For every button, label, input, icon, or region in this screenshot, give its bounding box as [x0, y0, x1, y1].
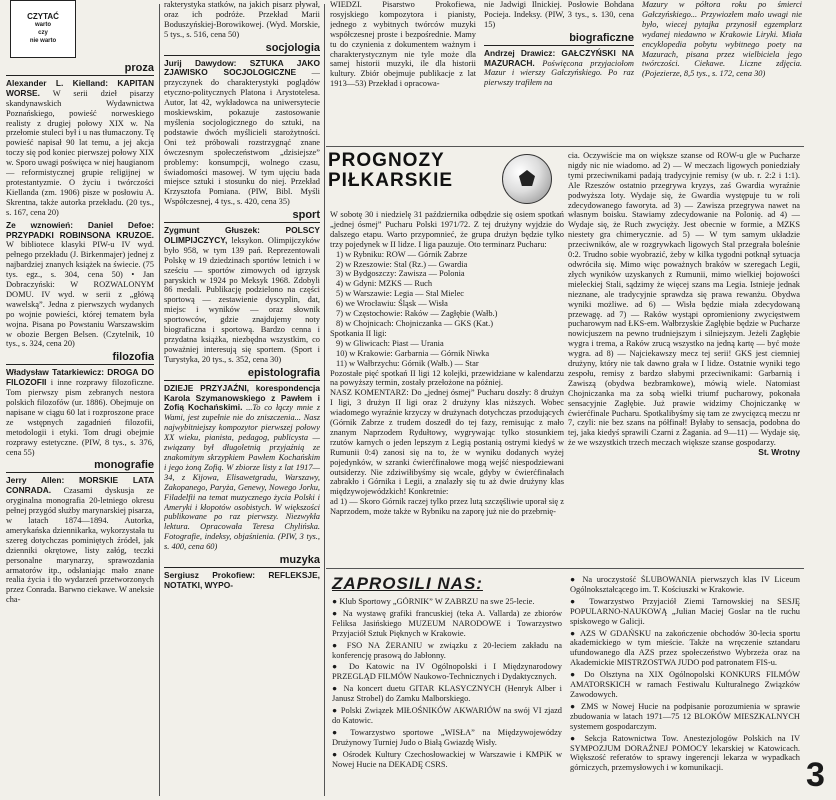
- bullet-icon: ●: [332, 597, 340, 606]
- match-item: 7) w Częstochowie: Raków — Zagłębie (Wałb.): [336, 309, 498, 319]
- column-4-top: [484, 0, 634, 140]
- invitation-item: ● ZMS w Nowej Hucie na podpisanie porozumienia w sprawie zbudowania w latach 1971—75 12 BLOKÓW MIESZKALNYCH systemem gospodarczym.: [570, 700, 800, 731]
- match-item: 2) w Rzeszowie: Stal (Rz.) — Gwardia: [336, 259, 468, 269]
- invitation-item: ● Klub Sportowy „GÓRNIK” W ZABRZU na swe 25-lecie.: [332, 597, 535, 606]
- match-item: 3) w Bydgoszczy: Zawisza — Polonia: [336, 269, 465, 279]
- prognozy-analysis: cia. Oczywiście ma on większe szanse od ROW-u gle w Pucharze nigdy nic nie wiadomo. ad 2) — W meczach ligowych poniedziały tymi przeciwnikami padają tradycyjnie remisy (w ub. r. 2:2 i 1:1). Ale Rzeszów ostatnio przegrywa kryzys, zaś Gwardia wyraźnie podwyższa loty. Wydaje się, że Gwardia występuje tu w roli zdecydowanego faworyta. ad 3) — Zawisza przegrywa nawet na własnym boisku. Stawiamy zdecydowanie na Polonię. ad 4) — Wydaje się, że Ruch zwycięży. Jest obecnie w formie, a MZKS niestety gra chimerycznie. ad 5) — W tym samym układzie przeciwników, ale w rozgrywkach ligowych Stal przegrała boleśnie 0:2. Trudno sobie wyobrazić, żeby w kilka tygodni potknął sytuacja odwróciła się. Mimo więc poważnych braków w szeregach Legii, złych wyników uzyskanych z Rumunii, mimo wielkiej bojowości mieleckiej Stali, sądzimy że więcej szans ma Legia. Istnieje jednak nieznane, ale tradycyjnie sprawdza się prawa rewanżu. Obydwa wyniki możliwe. ad 6) — Wisła będzie miała zdecydowaną przewagę. ad 7) — Raków wystąpi opromieniony zwycięstwem pucharowym nad ŁKS-em. Wałbrzyskie Zagłębie będzie w Pucharze nowicjuszem na pewno trudniejszym i silniejszym. Jeżeli Zagłębie wygra i trema, a Raków zrucą wszystko na jedną kartę — być może wygra. ad 8) — Najciekawszy mecz tej serii! GKS jest ciemniej drużyny, który nie tak dawno grała w I lidze. Ostatnie wyniki tego zespołu, remisy z bardzo słabymi przeciwnikami: Garbarnią i Zawiszą (obydwa bezbramkowe), mówią wiele. Natomiast Chojniczanka ma za sobą wielki triumf pucharowy, pokonała sensacyjnie Zagłębie. Już prawie widzimy Chojniczankę w ćwierćfinale Pucharu. Spotkalibyśmy się tam ze zwycięzcą meczu nr 7, czyli: nie bez szans na półfinał! Byłaby to sensacja, podobna do tej, jaka kiedyś sprawili Czarni z Żagania. ad 9—11) — Wydaje się, że we wszystkich trzech meczach większe szanse gospodarzy.: [568, 151, 800, 448]
- section-divider: [326, 146, 804, 147]
- prognozy-signature: St. Wrotny: [758, 447, 800, 458]
- section-heading-socjologia: socjologia: [164, 44, 320, 56]
- match-item: 6) we Wrocławiu: Śląsk — Wisła: [336, 299, 448, 309]
- review-allen: Jerry Allen: MORSKIE LATA CONRADA. Czasami dyskusja ze oryginalna monografia 20-letniego okresu pełnej przygód służby marynarskiej pisarza, w latach 1874—1894. Autorka, amerykańska dziennikarka, wykorzystała tu szereg dotychczas pominiętych źródeł, jak dzienniki okrętowe, listy załóg, teczki personalne marynarzy, sprawozdania armatorów itp., odsłaniając mało znane realia życia i tło wydarzeń przetworzonych przez Conrada. Barwno ciekawe. W aneksie cha-: [6, 475, 154, 605]
- bullet-icon: ●: [570, 700, 581, 711]
- bullet-icon: ●: [332, 748, 343, 759]
- review-allen-cont: rakterystyka statków, na jakich pisarz pływał, oraz ich podróże. Przekład Marii Boduszyńskiej-Borowikowej. (Wyd. Morskie, 5 tys., s. 516, cena 50): [164, 0, 320, 39]
- bullet-icon: ●: [570, 627, 580, 638]
- review-prokofiew-cont: WIEDZI. Pisarstwo Prokofiewa, rosyjskiego kompozytora i pianisty, jednego z wybitnych twórców muzyki współczesnej proste i bezpośrednie. Mamy tu do czynienia z dokumentem ważnym i charakterystycznym nie tyle może dla samej historii muzyki, ile dla historii kultury. Zbiór obejmuje publikacje z lat 1913—53) Przekład i opracowa-: [330, 0, 476, 89]
- review-tatarkiewicz: Władysław Tatarkiewicz: DROGA DO FILOZOFII i inne rozprawy filozoficzne. Tom pierwszy pism zebranych nestora polskich filozofów (ur. 1886). Obejmuje on napisane w ciągu 60 lat i rozproszone prace ze wstępnych zagadnień filozofii, metodologii i etyki. Tom drugi obejmie rozprawy estetyczne. (PIW, 8 tys., s. 376, cena 55): [6, 367, 154, 457]
- section-heading-muzyka: muzyka: [164, 556, 320, 568]
- bullet-icon: ●: [570, 575, 583, 584]
- bullet-icon: ●: [332, 607, 343, 618]
- section-heading-biograficzne: biograficzne: [484, 34, 634, 46]
- invitation-item: ● Polski Związek MIŁOŚNIKÓW AKWARIÓW na swój VI zjazd do Katowic.: [332, 705, 562, 725]
- section-heading-proza: proza: [6, 64, 154, 76]
- league2-list: [330, 339, 564, 369]
- column-5-top: [642, 0, 802, 140]
- column-divider: [324, 4, 325, 796]
- prognozy-title-line2: PIŁKARSKIE: [328, 170, 454, 191]
- invitation-item: ● Na wystawę grafiki francuskiej (teka A. Vallarda) ze zbiorów Feliksa Jasińskiego MUZEUM NARODOWE i Towarzystwo Przyjaciół Sztuk Pięknych w Krakowie.: [332, 607, 562, 638]
- prognozy-title-line1: PROGNOZY: [328, 150, 445, 171]
- bullet-icon: ●: [570, 669, 585, 680]
- section-heading-monografie: monografie: [6, 461, 154, 473]
- invitation-item: ● Towarzystwo sportowe „WISŁA” na Międzywojewódzy Drużynowy Turniej Judo o Białą Gwiazdę Wisły.: [332, 726, 562, 747]
- match-item: 8) w Chojnicach: Chojniczanka — GKS (Kat.): [336, 318, 493, 328]
- invitation-item: ● Ośrodek Kultury Czechosłowackiej w Warszawie i KMPiK w Nowej Hucie na DEKADĘ CSRS.: [332, 748, 562, 769]
- bullet-icon: ●: [332, 726, 351, 737]
- review-drawicz-cont: Mazury w półtora roku po śmierci Gałczyńskiego... Przywiozłem mało uwagi nie było, wiecej pytajka przynosił egzemplarz wydanej niedawno w Krakowie Liryki. Miała encyklopedia pobytu wybitnego poety na Mazurach, pisana przez wielbiciela jego twórczości. Ciekawe. Liczne zdjęcia. (Pojezierze, 8,5 tys., s. 172, cena 30): [642, 0, 802, 79]
- review-dawydow: Jurij Dawydow: SZTUKA JAKO ZJAWISKO SOCJOLOGICZNE — przyczynek do charakterystyki poglądów etyczno-politycznych Platona i Arystotelesa. Autor, lat 42, wykładowca na uniwersytecie moskiewskim, pokazuje zastosowanie myślenia socjologicznego do sztuki, na podstawie dwóch myślicieli starożytności. Oni też próbowali rozstrzygnąć znane ówczesnym społeczeństwom „dzisiejsze” problemy: konsumpcji, wolnego czasu, świadomości masowej. W tym ujęciu bada miejsce sztuki i stosunku do niej. Przekład Krzysztofa Pomiana. (PIW, Bibl. Myśli Współczesnej, 4 tys., s. 420, cena 35): [164, 57, 320, 207]
- league2-head: Spotkania II ligi:: [330, 328, 387, 338]
- section-heading-sport: sport: [164, 211, 320, 223]
- prognozy-our-comment: NASZ KOMENTARZ: Do „jednej ósmej” Pucharu doszły: 8 drużyn I ligi, 3 drużyn II ligi oraz 2 drużyny klas niższych. Wobec wiadomego wyraźnie krzyczy w drużynach dotychczas przodujących (Górnik Zabrze z trudem doszedł do tej fazy, remisując z mało znanym Naprzodem Rydułtowy, wygrywając tylko stosunkiem rzutów karnych o jeden lepszym z Legią postanią ostrymi kiedyś w Rumunii 0:4) zanosi się na to, że w wyniku dodanych wyżej pojedynków, w szranki ćwierćfinałowe mogą wejść niespodziewani outsiderzy. Nie zdziwiłibyśmy się wcale, gdyby w ćwierćfinałach zabrakło i Górnika i Legii, a znalazły się tu aż dwie drużyny klas międzywojewódzkich! Konkretnie:: [330, 388, 564, 497]
- match-item: 4) w Gdyni: MZKS — Ruch: [336, 279, 433, 289]
- invitation-item: ● Towarzystwo Przyjaciół Ziemi Tarnowskiej na SESJĘ POPULARNO-NAUKOWĄ „Julian Maciej Goslar na tle ruchu spiskowego w Galicji.: [570, 595, 800, 626]
- review-drawicz: Andrzej Drawicz: GAŁCZYŃSKI NA MAZURACH. Poświęcona przyjaciołom Mazur i wierszy Gałczyńskiego. Po raz pierwszy trafiłem na: [484, 47, 634, 88]
- review-prokofiew: Sergiusz Prokofiew: REFLEKSJE, NOTATKI, WYPO-: [164, 569, 320, 590]
- column-3-top: [330, 0, 476, 140]
- invitation-item: ● FSO NA ŻERANIU w związku z 20-leciem zakładu na konferencję prasową do Jabłonny.: [332, 639, 562, 660]
- prognozy-ad1: ad 1) — Skoro Górnik raczej tylko przez lutą szczęśliwie uporał się z Naprzodem, może także w Rybniku na zaporę już nie do przebrnię-: [330, 497, 564, 517]
- bullet-icon: ●: [332, 639, 347, 650]
- football-icon: [502, 154, 552, 204]
- review-logo: CZYTAĆ warto czy nie warto: [10, 0, 76, 58]
- bullet-icon: ●: [570, 595, 590, 606]
- section-heading-epistolografia: epistolografia: [164, 369, 320, 381]
- column-divider: [159, 4, 160, 796]
- bullet-icon: ●: [332, 661, 349, 672]
- review-kielland: Alexander L. Kielland: KAPITAN WORSE. W serii dzieł pisarzy skandynawskich Wydawnictwa Poznańskiego, powieść norweskiego realisty z drugiej połowy XIX w. Na przełomie stuleci był i u nas tłumaczony. Tę powieść napisał 90 lat temu, a jej akcja toczy się pod koniec pierwszej połowy XIX w. Sporo uwagi poświęca w niej haugianom — reformistycznej grupie religijnej w protestantyzmie. O życiu i twórczości Kiellanda (zm. 1906) pisze w posłowiu A. Skrentna, także autorka przekładu. (20 tys., s. 167, cena 20): [6, 77, 154, 217]
- zaprosili-left: [332, 597, 562, 797]
- review-szymanowski: DZIEJE PRZYJAŹNI, korespondencja Karola Szymanowskiego z Pawłem i Zofią Kochańskimi. ...To co łączy mnie z Wami, jest zupełnie nie do zniszczenia... Nasz najwybitniejszy kompozytor pierwszej połowy XX wieku, pianista, pedagog, publicysta — związany był długoletnią przyjaźnią ze znakomitym skrzypkiem Pawłem Kochańskim i jego żoną Zofią. W zbiorze listy z lat 1917—34, z Kijowa, Elisawetgradu, Warszawy, Zakopanego, Paryża, Genewy, Nowego Jorku, Filadelfii na temat muzycznego życia Polski i Ameryki i kłopotów osobistych. W większości publikowane po raz pierwszy. Niezwykła lektura. Opracowała Teresa Chylińska. Fotografie, indeksy, objaśnienia. (PIW, 3 tys., s. 400, cena 60): [164, 382, 320, 552]
- prognozy-header: [328, 151, 560, 209]
- invitation-item: ● Na uroczystość ŚLUBOWANIA pierwszych klas IV Liceum Ogólnokształcącego im. T. Kościuszki w Krakowie.: [570, 575, 800, 594]
- zaprosili-title: ZAPROSILI NAS:: [332, 574, 483, 593]
- column-1: [6, 0, 154, 800]
- bullet-icon: ●: [570, 732, 585, 743]
- league2-item: 10) w Krakowie: Garbarnia — Górnik Niwka: [336, 348, 490, 358]
- match-list: [330, 250, 564, 329]
- league2-item: 9) w Gliwicach: Piast — Urania: [336, 338, 444, 348]
- invitation-item: ● AZS W GDAŃSKU na zakończenie obchodów 30-lecia sportu akademickiego w tym mieście. Także na wręczenie sztandaru ufundowanego dla AZS przez społeczeństwo Wybrzeża oraz na Akademickie MISTRZOSTWA JUDO pod patronatem FIS-u.: [570, 627, 800, 668]
- review-gluszek: Zygmunt Głuszek: POLSCY OLIMPIJCZYCY, leksykon. Olimpijczyków było 958, w tym 139 pań. Reprezentowali Polskę w 19 dziedzinach sportów letnich i w sześciu — sportów zimowych od igrzysk paryskich w 1924 po Meksyk 1968. Zdobyli 86 medali. Publikację podzielono na części sportową — zestawienie dyscyplin, dat, miejsc i wyników — oraz słownik sportowców, gdzie znajdujemy noty biograficzna i sportową. Bardzo cenna i przydatna książka, niezbędna wszystkim, co poważniej interesują się sportem. (Sport i Turystyka, 20 tys., s. 352, cena 30): [164, 225, 320, 364]
- prognozy-intro: W sobotę 30 i niedzielę 31 października odbędzie się osiem spotkań „jednej ósmej” Pucharu Polski 1971/72. Z tej drużyny wyjdzie do dalszego etapu. Warto przypomnieć, że grupa drużyn będzie tylko trzy pojedynek w II lidze. I liga pauzuje. Oto terminarz Pucharu:: [330, 210, 564, 249]
- invitation-item: ● Do Katowic na IV Ogólnopolski i I Międzynarodowy PRZEGLĄD FILMÓW Naukowo-Technicznych i Dydaktycznych.: [332, 661, 562, 682]
- bullet-icon: ●: [332, 683, 344, 694]
- league2-item: 11) w Wałbrzychu: Górnik (Wałb.) — Star: [336, 358, 479, 368]
- prognozy-comment: Pozostałe pięć spotkań II ligi 12 kolejki, przewidziane w kalendarzu na powyższy termin, zostały przełożone na później.: [330, 368, 564, 388]
- match-item: 5) w Warszawie: Legia — Stal Mielec: [336, 289, 465, 299]
- bullet-icon: ●: [332, 705, 341, 716]
- section-heading-filozofia: filozofia: [6, 353, 154, 365]
- review-ilnicka: nie Jadwigi Ilnickiej. Posłowie Bohdana Pocieja. Indeksy. (PIW, 3 tys., s. 130, cena 15): [484, 0, 634, 29]
- page-number: 3: [806, 756, 825, 794]
- review-defoe: Ze wznowień: Daniel Defoe: PRZYPADKI ROBINSONA KRUZOE. W bibliotece klasyki PIW-u IV wyd. pełnego przekładu (J. Birkenmajer) jednej z najbardziej znanych książek na świecie. (75 tys. egz., s. 304, cena 50) • Jan Dobraczyński: W ROZWALONYM DOMU. IV wyd. w serii z „główą wawelską”. Jedna z pierwszych wydanych po wojnie powieści, której tematem była wojna. Pisana po Powstaniu Warszawskim w obozie Bergen Belsen. (Czytelnik, 10 tys., s. 324, cena 20): [6, 219, 154, 349]
- invitation-item: ● Do Olsztyna na XIX Ogólnopolski KONKURS FILMÓW AMATORSKICH w ramach Festiwalu Kulturalnego Związków Zawodowych.: [570, 669, 800, 699]
- prognozy-right: [568, 151, 800, 569]
- column-2: [164, 0, 320, 800]
- invitation-item: ● Na koncert duetu GITAR KLASYCZNYCH (Henryk Alber i Janusz Strobel) do Zamku Malborskiego.: [332, 683, 562, 704]
- prognozy-text: [330, 210, 564, 570]
- zaprosili-right: [570, 575, 800, 780]
- match-item: 1) w Rybniku: ROW — Górnik Zabrze: [336, 249, 468, 259]
- invitation-item: ● Sekcja Ratownictwa Tow. Anestezjologów Polskich na IV SYMPOZJUM DORAŹNEJ POMOCY lekarskiej w Katowicach. Większość referatów to sprawy ingerencji lekarza w wypadkach górniczych, przemysłowych i w komunikacji.: [570, 732, 800, 773]
- section-divider: [326, 568, 804, 569]
